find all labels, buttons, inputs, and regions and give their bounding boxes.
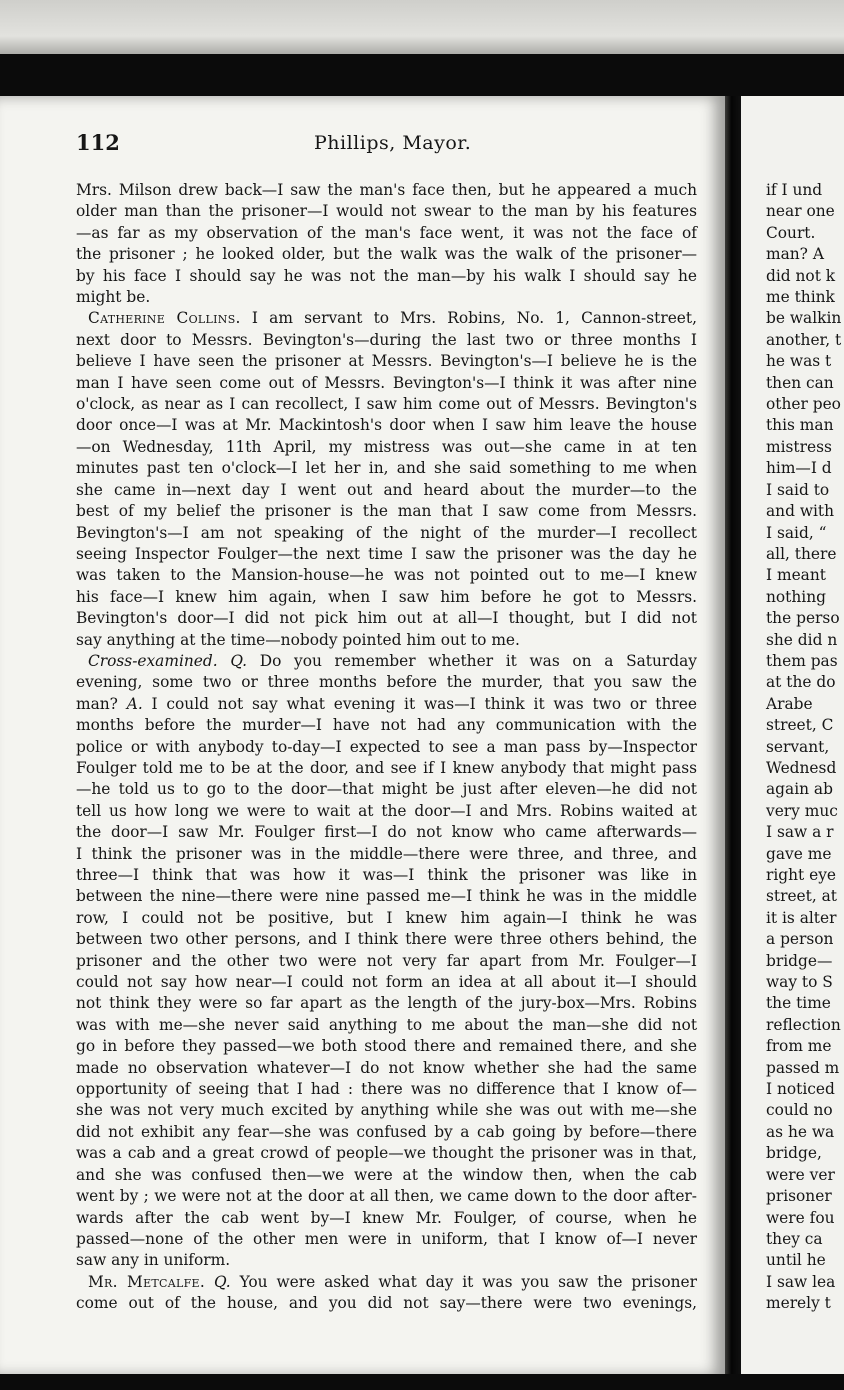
text-line: was with me—she never said anything to me about the man—she did not (76, 1015, 697, 1034)
facing-page-line: me think (766, 288, 835, 307)
facing-page-line: way to S (766, 973, 833, 992)
question-end: man? (76, 694, 118, 713)
text-line: tell us how long we were to wait at the door—I and Mrs. Robins waited at (76, 801, 697, 820)
facing-page-line: the time (766, 994, 831, 1013)
text-line: come out of the house, and you did not say—there were two evenings, (76, 1294, 697, 1313)
text-line: I think the prisoner was in the middle—there were three, and three, and (76, 844, 697, 863)
text-line: believe I have seen the prisoner at Messrs. Bevington's—I believe he is the (76, 352, 697, 371)
counsel-paragraph-start (76, 1272, 697, 1293)
text-line: go in before they passed—we both stood there and remained there, and she (76, 1037, 697, 1056)
text-line: next door to Messrs. Bevington's—during the last two or three months I (76, 330, 697, 349)
page-number: 112 (76, 130, 120, 155)
question-marker: Q. (213, 1272, 231, 1291)
scan-top-shadow (0, 54, 844, 98)
text-line: I am servant to Mrs. Robins, No. 1, Cannon-street, (251, 309, 697, 328)
text-line: police or with anybody to-day—I expected to see a man pass by—Inspector (76, 737, 697, 756)
facing-page-line: passed m (766, 1058, 840, 1077)
text-line: minutes past ten o'clock—I let her in, and she said something to me when (76, 459, 697, 478)
counsel-name: Mr. Metcalfe. (88, 1272, 206, 1291)
text-line: say anything at the time—nobody pointed him out to me. (76, 630, 520, 649)
text-line: and she was confused then—we were at the window then, when the cab (76, 1165, 697, 1184)
facing-page-line: them pas (766, 651, 838, 670)
text-line: Bevington's—I am not speaking of the night of the murder—I recollect (76, 523, 697, 542)
facing-page-line: Court. (766, 223, 816, 242)
text-line: between two other persons, and I think there were three others behind, the (76, 930, 697, 949)
facing-page-line: another, t (766, 330, 842, 349)
facing-page-line: and with (766, 502, 835, 521)
text-line: Do you remember whether it was on a Saturday (259, 651, 697, 670)
facing-page-line: be walkin (766, 309, 842, 328)
facing-page-line: the perso (766, 609, 840, 628)
facing-page-line: Arabe (766, 694, 813, 713)
facing-page-line: this man (766, 416, 834, 435)
facing-page-line: they ca (766, 1229, 823, 1248)
text-line: months before the murder—I have not had any communication with the (76, 716, 697, 735)
facing-page-line: reflection (766, 1015, 841, 1034)
facing-page-line: a person (766, 930, 834, 949)
facing-page-line: were fou (766, 1208, 835, 1227)
text-line: his face—I knew him again, when I saw him before he got to Messrs. (76, 587, 697, 606)
facing-page-line: at the do (766, 673, 836, 692)
text-line: door once—I was at Mr. Mackintosh's door when I saw him leave the house (76, 416, 697, 435)
cross-examined-label: Cross-examined. (88, 651, 218, 670)
cross-examination-start (76, 651, 697, 672)
facing-page-line: him—I d (766, 459, 832, 478)
text-line: she was not very much excited by anything while she was out with me—she (76, 1101, 697, 1120)
facing-page-line: street, at (766, 887, 837, 906)
facing-page-line: all, there (766, 544, 837, 563)
facing-page-line: it is alter (766, 908, 837, 927)
text-line: three—I think that was how it was—I think the prisoner was like in (76, 866, 697, 884)
text-line: not think they were so far apart as the length of the jury-box—Mrs. Robins (76, 994, 697, 1013)
text-line: row, I could not be positive, but I knew him again—I think he was (76, 908, 697, 927)
text-line: could not say how near—I could not form an idea at all about it—I should (76, 973, 697, 992)
running-head (76, 130, 696, 160)
text-line: was a cab and a great crowd of people—we thought the prisoner was in that, (76, 1144, 697, 1163)
facing-page-line: then can (766, 373, 834, 392)
text-line: —he told us to go to the door—that might be just after eleven—he did not (76, 780, 697, 799)
facing-page-line: Wednesd (766, 758, 837, 777)
text-line: seeing Inspector Foulger—the next time I saw the prisoner was the day he (76, 544, 697, 563)
facing-page-line: bridge, (766, 1144, 822, 1163)
facing-page-line: I saw lea (766, 1272, 836, 1291)
facing-page-line: I meant (766, 566, 826, 585)
text-line: made no observation whatever—I do not know whether she had the same (76, 1058, 697, 1077)
text-line: o'clock, as near as I can recollect, I saw him come out of Messrs. Bevington's (76, 395, 697, 414)
facing-page-line: bridge— (766, 951, 833, 970)
facing-page-text (766, 180, 844, 1315)
text-line: was taken to the Mansion-house—he was not pointed out to me—I knew (76, 566, 697, 585)
text-line: best of my belief the prisoner is the man that I saw come from Messrs. (76, 502, 697, 521)
facing-page-line: again ab (766, 780, 833, 799)
facing-page-line: street, C (766, 716, 834, 735)
facing-page-line: mistress (766, 437, 832, 456)
facing-page-line: other peo (766, 395, 841, 414)
text-line: went by ; we were not at the door at all then, we came down to the door after- (76, 1187, 697, 1206)
text-line: I could not say what evening it was—I think it was two or three (151, 694, 697, 713)
text-line: between the nine—there were nine passed me—I think he was in the middle (76, 887, 697, 906)
page-body-text (76, 180, 697, 1315)
facing-page-line: nothing (766, 587, 826, 606)
facing-page-line: were ver (766, 1165, 835, 1184)
question-marker: Q. (230, 651, 248, 670)
text-line: did not exhibit any fear—she was confused by a cab going by before—there (76, 1122, 697, 1141)
facing-page-line: he was t (766, 352, 832, 371)
facing-page-line: near one (766, 202, 835, 221)
facing-page-line: I noticed (766, 1080, 835, 1099)
text-line: the door—I saw Mr. Foulger first—I do not know who came afterwards— (76, 823, 697, 842)
text-line: wards after the cab went by—I knew Mr. Foulger, of course, when he (76, 1208, 697, 1227)
text-line: she came in—next day I went out and heard about the murder—to the (76, 480, 697, 499)
running-title: Phillips, Mayor. (314, 132, 472, 154)
text-line: opportunity of seeing that I had : there was no difference that I know of— (76, 1080, 697, 1099)
facing-page-line: servant, (766, 737, 830, 756)
text-line: Foulger told me to be at the door, and see if I knew anybody that might pass (76, 758, 697, 777)
text-line: evening, some two or three months before the murder, that you saw the (76, 673, 697, 692)
text-line: Bevington's door—I did not pick him out at all—I thought, but I did not (76, 609, 697, 628)
facing-page-line: very muc (766, 801, 838, 820)
text-line: Mrs. Milson drew back—I saw the man's face then, but he appeared a much (76, 181, 697, 199)
facing-page-line: if I und (766, 181, 823, 199)
facing-page-line: right eye (766, 866, 837, 884)
witness-name: Catherine Collins. (88, 309, 241, 328)
answer-marker: A. (126, 694, 143, 713)
text-line: You were asked what day it was you saw the prisoner (239, 1272, 697, 1291)
facing-page-line: from me (766, 1037, 832, 1056)
text-line: older man than the prisoner—I would not swear to the man by his features (76, 202, 697, 221)
facing-page-line: man? A (766, 245, 824, 264)
facing-page-line: merely t (766, 1294, 831, 1313)
scan-bottom-shadow (0, 1374, 844, 1390)
text-line: saw any in uniform. (76, 1251, 231, 1270)
book-gutter (725, 96, 741, 1390)
facing-page-line: could no (766, 1101, 833, 1120)
answer-line (76, 694, 697, 715)
facing-page-line: until he (766, 1251, 826, 1270)
facing-page-line: she did n (766, 630, 838, 649)
facing-page-line: prisoner (766, 1187, 832, 1206)
witness-paragraph-start (76, 308, 697, 329)
text-line: passed—none of the other men were in uniform, that I know of—I never (76, 1229, 697, 1248)
text-line: prisoner and the other two were not very far apart from Mr. Foulger—I (76, 951, 697, 970)
text-line: —on Wednesday, 11th April, my mistress was out—she came in at ten (76, 437, 697, 456)
facing-page-line: did not k (766, 266, 836, 285)
facing-page-line: I saw a r (766, 823, 834, 842)
scan-background (0, 0, 844, 60)
facing-page-line: gave me (766, 844, 832, 863)
text-line: by his face I should say he was not the man—by his walk I should say he (76, 266, 697, 285)
text-line: the prisoner ; he looked older, but the walk was the walk of the prisoner— (76, 245, 697, 264)
facing-page-line: I said to (766, 480, 830, 499)
text-line: —as far as my observation of the man's face went, it was not the face of (76, 223, 697, 242)
facing-page-line: I said, “ (766, 523, 827, 542)
text-line: might be. (76, 288, 151, 307)
text-line: man I have seen come out of Messrs. Bevington's—I think it was after nine (76, 373, 697, 392)
facing-page-line: as he wa (766, 1122, 835, 1141)
